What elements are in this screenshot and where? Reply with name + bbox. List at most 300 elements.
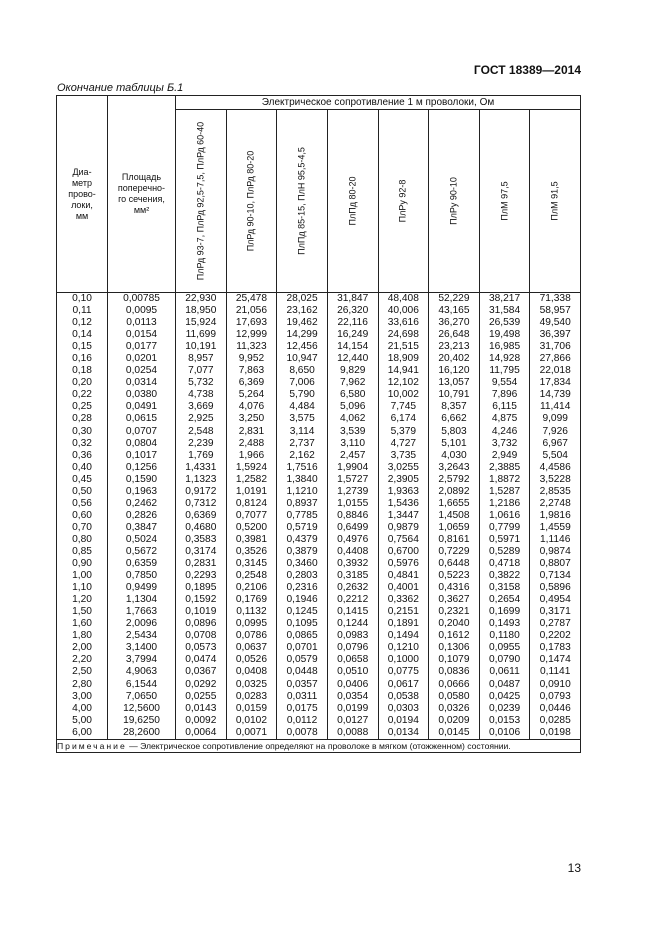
table-cell: 1,9363 bbox=[387, 485, 419, 497]
table-cell: 0,0836 bbox=[438, 666, 470, 678]
table-cell: 1,8872 bbox=[488, 473, 521, 485]
table-cell: 2,162 bbox=[289, 449, 315, 461]
column-10 bbox=[530, 293, 581, 740]
table-cell: 0,7850 bbox=[125, 570, 158, 582]
resistance-table bbox=[56, 95, 581, 753]
table-cell: 0,28 bbox=[72, 413, 92, 425]
table-cell: 10,191 bbox=[185, 341, 217, 353]
table-cell: 0,1612 bbox=[438, 630, 470, 642]
table-cell: 0,0708 bbox=[185, 630, 217, 642]
table-cell: 1,5727 bbox=[337, 473, 369, 485]
table-cell: 6,00 bbox=[72, 726, 92, 738]
table-cell: 0,2202 bbox=[539, 630, 571, 642]
alloy-header-7 bbox=[479, 110, 530, 293]
table-cell: 0,0113 bbox=[126, 317, 157, 329]
table-cell: 0,2548 bbox=[235, 570, 268, 582]
table-cell: 1,5287 bbox=[488, 485, 521, 497]
table-cell: 49,540 bbox=[539, 317, 571, 329]
note-label: Примечание bbox=[57, 740, 127, 751]
table-cell: 14,928 bbox=[488, 353, 521, 365]
table-cell: 1,10 bbox=[72, 582, 92, 594]
table-cell: 0,2106 bbox=[235, 582, 268, 594]
table-cell: 2,3905 bbox=[387, 473, 419, 485]
table-cell: 1,2739 bbox=[337, 485, 369, 497]
table-cell: 0,1415 bbox=[337, 606, 369, 618]
table-cell: 0,0143 bbox=[185, 702, 217, 714]
table-cell: 10,002 bbox=[387, 389, 419, 401]
alloy-header-3 bbox=[277, 110, 328, 293]
table-cell: 0,1079 bbox=[438, 654, 470, 666]
table-cell: 0,1180 bbox=[489, 630, 520, 642]
table-cell: 2,457 bbox=[339, 449, 366, 461]
table-cell: 6,580 bbox=[339, 389, 366, 401]
table-cell: 16,120 bbox=[438, 365, 470, 377]
table-cell: 0,4379 bbox=[286, 533, 318, 545]
table-cell: 0,0796 bbox=[337, 642, 369, 654]
table-cell: 0,7229 bbox=[438, 545, 470, 557]
table-cell: 36,270 bbox=[438, 317, 470, 329]
table-cell: 10,947 bbox=[286, 353, 318, 365]
table-cell: 0,0611 bbox=[489, 666, 520, 678]
table-cell: 0,0446 bbox=[539, 702, 571, 714]
table-cell: 0,0134 bbox=[387, 726, 419, 738]
table-cell: 0,4976 bbox=[337, 533, 369, 545]
table-cell: 4,062 bbox=[339, 413, 366, 425]
table-cell: 0,70 bbox=[72, 521, 92, 533]
resistance-group-header: Электрическое сопротивление 1 м проволоки, Ом bbox=[176, 96, 581, 110]
table-cell: 2,0096 bbox=[125, 618, 158, 630]
table-cell: 0,4954 bbox=[539, 594, 571, 606]
table-cell: 5,096 bbox=[339, 401, 366, 413]
alloy-header-6 bbox=[429, 110, 480, 293]
table-cell: 0,3362 bbox=[387, 594, 419, 606]
table-cell: 23,213 bbox=[438, 341, 470, 353]
table-cell: 7,745 bbox=[390, 401, 417, 413]
table-cell: 1,6655 bbox=[438, 497, 470, 509]
standard-number: ГОСТ 18389—2014 bbox=[473, 63, 581, 77]
table-cell: 0,0406 bbox=[337, 678, 369, 690]
table-cell: 0,9874 bbox=[539, 545, 571, 557]
table-cell: 0,1256 bbox=[125, 461, 158, 473]
table-cell: 27,866 bbox=[539, 353, 571, 365]
table-cell: 0,5719 bbox=[286, 521, 318, 533]
table-cell: 0,0896 bbox=[185, 618, 217, 630]
table-cell: 11,699 bbox=[185, 329, 217, 341]
table-cell: 1,50 bbox=[72, 606, 92, 618]
table-cell: 14,299 bbox=[286, 329, 318, 341]
table-cell: 1,1323 bbox=[185, 473, 217, 485]
table-cell: 0,1895 bbox=[185, 582, 217, 594]
table-cell: 0,0078 bbox=[286, 726, 318, 738]
table-cell: 71,338 bbox=[539, 293, 571, 304]
table-cell: 0,90 bbox=[72, 558, 92, 570]
table-cell: 0,00785 bbox=[123, 293, 160, 304]
table-cell: 7,006 bbox=[289, 377, 315, 389]
table-cell: 0,2831 bbox=[185, 558, 217, 570]
table-cell: 0,1590 bbox=[125, 473, 158, 485]
table-cell: 5,504 bbox=[542, 449, 568, 461]
table-cell: 5,790 bbox=[289, 389, 315, 401]
table-cell: 6,967 bbox=[542, 437, 568, 449]
table-cell: 2,20 bbox=[72, 654, 92, 666]
table-cell: 0,6369 bbox=[185, 509, 217, 521]
table-cell: 0,0910 bbox=[539, 678, 571, 690]
table-cell: 0,0579 bbox=[286, 654, 318, 666]
table-cell: 0,8161 bbox=[438, 533, 470, 545]
table-cell: 4,875 bbox=[491, 413, 518, 425]
data-body bbox=[57, 293, 581, 740]
table-cell: 0,4316 bbox=[438, 582, 470, 594]
column-7 bbox=[378, 293, 429, 740]
table-cell: 7,077 bbox=[188, 365, 214, 377]
table-cell: 12,5600 bbox=[123, 702, 160, 714]
table-cell: 2,8535 bbox=[539, 485, 571, 497]
table-cell: 19,6250 bbox=[123, 714, 160, 726]
table-cell: 1,9816 bbox=[539, 509, 571, 521]
table-cell: 2,925 bbox=[188, 413, 214, 425]
table-cell: 1,4559 bbox=[539, 521, 571, 533]
table-cell: 17,693 bbox=[235, 317, 268, 329]
table-cell: 1,1210 bbox=[286, 485, 318, 497]
table-cell: 4,246 bbox=[491, 425, 518, 437]
table-cell: 1,5924 bbox=[235, 461, 268, 473]
table-cell: 28,025 bbox=[286, 293, 318, 304]
table-cell: 0,0380 bbox=[125, 389, 158, 401]
table-note bbox=[57, 739, 581, 752]
table-cell: 5,732 bbox=[188, 377, 214, 389]
table-cell: 0,1019 bbox=[185, 606, 217, 618]
table-cell: 3,00 bbox=[72, 690, 92, 702]
table-cell: 0,0701 bbox=[286, 642, 318, 654]
table-cell: 0,0159 bbox=[235, 702, 268, 714]
table-cell: 8,650 bbox=[289, 365, 315, 377]
table-cell: 0,7312 bbox=[185, 497, 217, 509]
table-cell: 31,706 bbox=[539, 341, 571, 353]
table-cell: 0,5289 bbox=[488, 545, 521, 557]
table-cell: 0,0538 bbox=[387, 690, 419, 702]
area-header-text: Площадь поперечно- го сечения, мм² bbox=[117, 172, 166, 215]
table-cell: 2,737 bbox=[289, 437, 315, 449]
table-cell: 0,0112 bbox=[286, 714, 318, 726]
table-cell: 1,20 bbox=[72, 594, 92, 606]
alloy-label: ПлРд 93-7, ПлРд 92,5-7,5, ПлРд 60-40 bbox=[195, 121, 206, 281]
table-cell: 0,0314 bbox=[125, 377, 158, 389]
table-cell: 2,488 bbox=[238, 437, 265, 449]
table-cell: 0,3822 bbox=[488, 570, 521, 582]
table-cell: 0,0775 bbox=[387, 666, 419, 678]
table-cell: 3,7994 bbox=[125, 654, 158, 666]
table-cell: 8,357 bbox=[441, 401, 467, 413]
table-cell: 1,0616 bbox=[488, 509, 521, 521]
table-cell: 0,0666 bbox=[438, 678, 470, 690]
table-cell: 3,0255 bbox=[387, 461, 419, 473]
table-cell: 0,40 bbox=[72, 461, 92, 473]
table-cell: 0,85 bbox=[72, 545, 92, 557]
table-cell: 1,4508 bbox=[438, 509, 470, 521]
column-2 bbox=[108, 293, 176, 740]
table-cell: 0,3932 bbox=[337, 558, 369, 570]
table-cell: 16,249 bbox=[337, 329, 369, 341]
table-cell: 0,0127 bbox=[337, 714, 369, 726]
table-cell: 0,1946 bbox=[286, 594, 318, 606]
table-cell: 6,1544 bbox=[125, 678, 158, 690]
alloy-label: ПлПд 80-20 bbox=[347, 176, 358, 226]
table-cell: 0,0088 bbox=[337, 726, 369, 738]
table-cell: 0,1963 bbox=[125, 485, 158, 497]
table-cell: 0,0790 bbox=[488, 654, 521, 666]
table-cell: 9,829 bbox=[339, 365, 366, 377]
alloy-header-8 bbox=[530, 110, 581, 293]
table-continuation-caption: Окончание таблицы Б.1 bbox=[57, 82, 184, 94]
table-cell: 2,80 bbox=[72, 678, 92, 690]
table-cell: 10,791 bbox=[438, 389, 470, 401]
table-cell: 0,0491 bbox=[125, 401, 158, 413]
table-cell: 0,6359 bbox=[125, 558, 158, 570]
table-cell: 2,2748 bbox=[539, 497, 571, 509]
table-cell: 4,030 bbox=[441, 449, 467, 461]
table-cell: 9,952 bbox=[238, 353, 265, 365]
table-cell: 28,2600 bbox=[123, 726, 160, 738]
table-cell: 1,0155 bbox=[337, 497, 369, 509]
alloy-header-1 bbox=[176, 110, 227, 293]
table-cell: 0,1891 bbox=[387, 618, 419, 630]
table-cell: 14,941 bbox=[387, 365, 419, 377]
table-cell: 4,4586 bbox=[539, 461, 571, 473]
table-cell: 18,909 bbox=[387, 353, 419, 365]
table-cell: 0,1244 bbox=[337, 618, 369, 630]
alloy-header-5 bbox=[378, 110, 429, 293]
table-cell: 0,5896 bbox=[539, 582, 571, 594]
table-cell: 0,1095 bbox=[286, 618, 318, 630]
table-cell: 1,80 bbox=[72, 630, 92, 642]
table-cell: 19,498 bbox=[488, 329, 521, 341]
table-cell: 0,36 bbox=[72, 449, 92, 461]
table-cell: 14,154 bbox=[337, 341, 369, 353]
table-cell: 0,1493 bbox=[488, 618, 521, 630]
table-cell: 0,15 bbox=[72, 341, 92, 353]
table-cell: 0,7134 bbox=[539, 570, 571, 582]
table-cell: 0,0199 bbox=[337, 702, 369, 714]
table-cell: 0,30 bbox=[72, 425, 92, 437]
table-cell: 4,00 bbox=[72, 702, 92, 714]
table-cell: 0,50 bbox=[72, 485, 92, 497]
alloy-label: ПлМ 91,5 bbox=[549, 181, 560, 221]
table-cell: 2,949 bbox=[491, 449, 518, 461]
table-cell: 22,930 bbox=[185, 293, 217, 304]
table-cell: 0,2826 bbox=[125, 509, 158, 521]
table-cell: 1,0191 bbox=[235, 485, 268, 497]
table-cell: 48,408 bbox=[387, 293, 419, 304]
table-cell: 0,4001 bbox=[387, 582, 419, 594]
table-cell: 6,115 bbox=[492, 401, 517, 413]
table-cell: 1,769 bbox=[188, 449, 214, 461]
table-cell: 1,966 bbox=[238, 449, 265, 461]
table-cell: 21,515 bbox=[387, 341, 419, 353]
table-cell: 2,0892 bbox=[438, 485, 470, 497]
table-cell: 4,738 bbox=[188, 389, 214, 401]
table-cell: 1,1146 bbox=[539, 533, 571, 545]
table-cell: 25,478 bbox=[235, 293, 268, 304]
table-cell: 2,3885 bbox=[488, 461, 521, 473]
table-cell: 0,0354 bbox=[337, 690, 369, 702]
table-cell: 1,2186 bbox=[488, 497, 521, 509]
table-cell: 0,5223 bbox=[438, 570, 470, 582]
table-cell: 0,3627 bbox=[438, 594, 470, 606]
table-cell: 0,7785 bbox=[286, 509, 318, 521]
table-cell: 3,669 bbox=[188, 401, 214, 413]
table-cell: 5,264 bbox=[238, 389, 265, 401]
table-cell: 4,484 bbox=[289, 401, 315, 413]
table-cell: 0,7564 bbox=[387, 533, 419, 545]
area-header bbox=[108, 96, 176, 293]
table-cell: 7,863 bbox=[238, 365, 265, 377]
column-6 bbox=[327, 293, 378, 740]
table-cell: 0,0064 bbox=[185, 726, 217, 738]
table-cell: 0,0311 bbox=[286, 690, 318, 702]
table-cell: 19,462 bbox=[286, 317, 318, 329]
page-number: 13 bbox=[567, 861, 581, 875]
table-cell: 0,16 bbox=[72, 353, 92, 365]
table-cell: 0,0408 bbox=[235, 666, 268, 678]
table-cell: 2,239 bbox=[188, 437, 214, 449]
table-cell: 3,539 bbox=[339, 425, 366, 437]
table-cell: 9,554 bbox=[491, 377, 518, 389]
table-cell: 24,698 bbox=[387, 329, 419, 341]
table-cell: 0,0283 bbox=[235, 690, 268, 702]
table-cell: 3,2643 bbox=[438, 461, 470, 473]
table-cell: 12,440 bbox=[337, 353, 369, 365]
table-cell: 6,662 bbox=[441, 413, 467, 425]
table-cell: 16,985 bbox=[488, 341, 521, 353]
alloy-header-2 bbox=[226, 110, 277, 293]
table-cell: 0,0239 bbox=[488, 702, 521, 714]
table-cell: 0,0292 bbox=[185, 678, 217, 690]
table-cell: 0,0474 bbox=[185, 654, 217, 666]
column-4 bbox=[226, 293, 277, 740]
table-cell: 0,14 bbox=[72, 329, 92, 341]
table-cell: 0,45 bbox=[72, 473, 92, 485]
table-cell: 1,00 bbox=[72, 570, 92, 582]
alloy-label: ПлРд 90-10, ПлРд 80-20 bbox=[245, 150, 256, 252]
table-cell: 1,2582 bbox=[235, 473, 268, 485]
table-cell: 7,926 bbox=[542, 425, 568, 437]
table-cell: 0,25 bbox=[72, 401, 92, 413]
table-cell: 0,2803 bbox=[286, 570, 318, 582]
table-cell: 6,174 bbox=[390, 413, 417, 425]
table-cell: 0,7077 bbox=[235, 509, 268, 521]
table-cell: 2,5434 bbox=[125, 630, 158, 642]
table-cell: 0,0325 bbox=[235, 678, 268, 690]
table-cell: 0,12 bbox=[72, 317, 92, 329]
table-cell: 12,102 bbox=[387, 377, 419, 389]
table-cell: 0,2040 bbox=[438, 618, 470, 630]
table-cell: 0,6700 bbox=[387, 545, 419, 557]
table-cell: 0,5971 bbox=[488, 533, 521, 545]
alloy-header-4 bbox=[327, 110, 378, 293]
table-cell: 1,9904 bbox=[337, 461, 369, 473]
table-cell: 36,397 bbox=[539, 329, 571, 341]
table-cell: 0,0303 bbox=[387, 702, 419, 714]
column-1 bbox=[57, 293, 108, 740]
table-cell: 0,3981 bbox=[235, 533, 268, 545]
table-cell: 7,0650 bbox=[125, 690, 158, 702]
table-cell: 0,0487 bbox=[488, 678, 521, 690]
table-cell: 38,217 bbox=[488, 293, 521, 304]
table-cell: 0,0448 bbox=[286, 666, 318, 678]
table-cell: 26,320 bbox=[337, 305, 369, 317]
table-cell: 2,5792 bbox=[438, 473, 470, 485]
table-cell: 11,414 bbox=[539, 401, 571, 413]
table-cell: 6,369 bbox=[238, 377, 265, 389]
table-cell: 4,9063 bbox=[125, 666, 158, 678]
table-cell: 0,0154 bbox=[125, 329, 158, 341]
table-cell: 0,8937 bbox=[286, 497, 318, 509]
diameter-header bbox=[57, 96, 108, 293]
table-cell: 5,379 bbox=[390, 425, 417, 437]
table-cell: 1,5436 bbox=[387, 497, 419, 509]
table-cell: 0,60 bbox=[72, 509, 92, 521]
table-cell: 0,1000 bbox=[387, 654, 419, 666]
alloy-label: ПлМ 97,5 bbox=[499, 181, 510, 221]
table-cell: 0,3145 bbox=[235, 558, 268, 570]
table-cell: 0,1210 bbox=[387, 642, 419, 654]
table-cell: 0,0983 bbox=[337, 630, 369, 642]
table-cell: 3,110 bbox=[340, 437, 366, 449]
table-cell: 0,32 bbox=[72, 437, 92, 449]
table-cell: 0,4718 bbox=[488, 558, 521, 570]
column-5 bbox=[277, 293, 328, 740]
table-cell: 0,18 bbox=[72, 365, 92, 377]
table-cell: 0,9499 bbox=[125, 582, 158, 594]
table-cell: 0,8807 bbox=[539, 558, 571, 570]
table-cell: 0,0637 bbox=[235, 642, 268, 654]
table-cell: 0,0254 bbox=[125, 365, 158, 377]
table-cell: 52,229 bbox=[438, 293, 470, 304]
table-cell: 0,2462 bbox=[125, 497, 158, 509]
table-cell: 0,0194 bbox=[387, 714, 419, 726]
table-cell: 0,0658 bbox=[337, 654, 369, 666]
note-text: — Электрическое сопротивление определяют на проволоке в мягком (отожженном) состоянии. bbox=[126, 740, 511, 751]
table-cell: 0,1306 bbox=[438, 642, 470, 654]
table-cell: 0,80 bbox=[72, 533, 92, 545]
table-cell: 43,165 bbox=[438, 305, 470, 317]
table-cell: 2,548 bbox=[188, 425, 214, 437]
table-cell: 0,4680 bbox=[185, 521, 217, 533]
table-cell: 0,5024 bbox=[125, 533, 158, 545]
table-cell: 0,0357 bbox=[286, 678, 318, 690]
table-cell: 0,0617 bbox=[387, 678, 419, 690]
table-cell: 0,1769 bbox=[235, 594, 268, 606]
table-cell: 0,0707 bbox=[125, 425, 158, 437]
table-cell: 31,847 bbox=[337, 293, 369, 304]
table-cell: 0,56 bbox=[72, 497, 92, 509]
table-cell: 3,1400 bbox=[125, 642, 158, 654]
alloy-label: ПлРу 92-8 bbox=[397, 179, 408, 223]
table-cell: 0,9172 bbox=[185, 485, 217, 497]
table-cell: 7,962 bbox=[339, 377, 366, 389]
table-cell: 0,20 bbox=[72, 377, 92, 389]
table-cell: 11,795 bbox=[489, 365, 520, 377]
table-cell: 0,2212 bbox=[337, 594, 369, 606]
table-cell: 0,0209 bbox=[438, 714, 470, 726]
table-cell: 0,7799 bbox=[488, 521, 521, 533]
table-cell: 0,3583 bbox=[185, 533, 217, 545]
table-cell: 0,2654 bbox=[488, 594, 521, 606]
table-cell: 0,4841 bbox=[387, 570, 419, 582]
table-cell: 15,924 bbox=[185, 317, 217, 329]
table-cell: 21,056 bbox=[235, 305, 268, 317]
table-cell: 0,0071 bbox=[235, 726, 268, 738]
